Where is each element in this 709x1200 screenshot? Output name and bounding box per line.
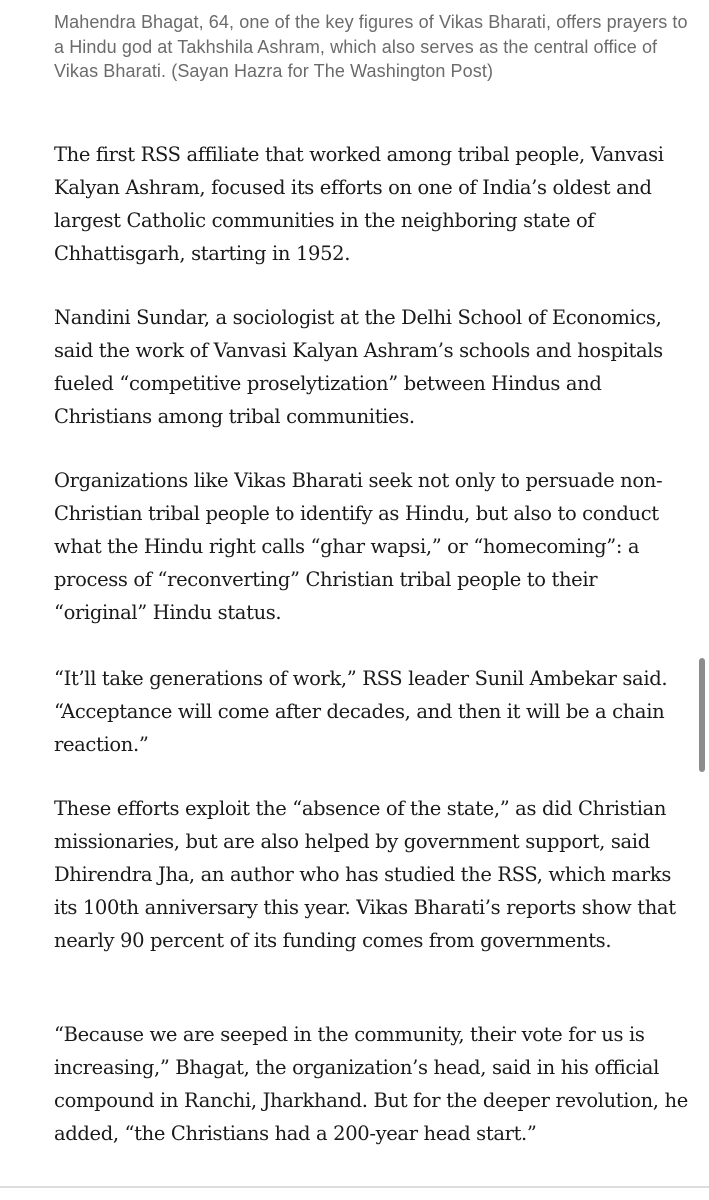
bottom-divider (0, 1186, 709, 1188)
article-paragraph-3: Organizations like Vikas Bharati seek not only to persuade non-Christian tribal people to identify as Hindu, but also to conduct what the Hindu right calls “ghar wapsi,” or “homecoming”: a process of “reconverting” Christian tribal people to their “original” Hindu status. (54, 469, 663, 624)
article-paragraph-4: “It’ll take generations of work,” RSS leader Sunil Ambekar said. “Acceptance will come after decades, and then it will be a chain reaction.” (54, 667, 668, 756)
article-paragraph-6: “Because we are seeped in the community, their vote for us is increasing,” Bhagat, the organization’s head, said in his official compound in Ranchi, Jharkhand. But for the deeper revolution, he added, “the Christians had a 200-year head start.” (54, 1023, 688, 1145)
article-body (54, 0, 694, 1145)
article-paragraph-2: Nandini Sundar, a sociologist at the Delhi School of Economics, said the work of Vanvasi Kalyan Ashram’s schools and hospitals fueled “competitive proselytization” between Hindus and Christians among tribal communities. (54, 306, 663, 428)
photo-caption: Mahendra Bhagat, 64, one of the key figures of Vikas Bharati, offers prayers to a Hindu god at Takhshila Ashram, which also serves as the central office of Vikas Bharati. (Sayan Hazra for The Washington Post) (54, 12, 688, 81)
article-paragraph-1: The first RSS affiliate that worked among tribal people, Vanvasi Kalyan Ashram, focused its efforts on one of India’s oldest and largest Catholic communities in the neighboring state of Chhattisgarh, starting in 1952. (54, 143, 664, 265)
article-paragraph-5: These efforts exploit the “absence of the state,” as did Christian missionaries, but are also helped by government support, said Dhirendra Jha, an author who has studied the RSS, which marks its 100th anniversary this year. Vikas Bharati’s reports show that nearly 90 percent of its funding comes from governments. (54, 797, 676, 952)
scrollbar-thumb[interactable] (699, 658, 705, 772)
